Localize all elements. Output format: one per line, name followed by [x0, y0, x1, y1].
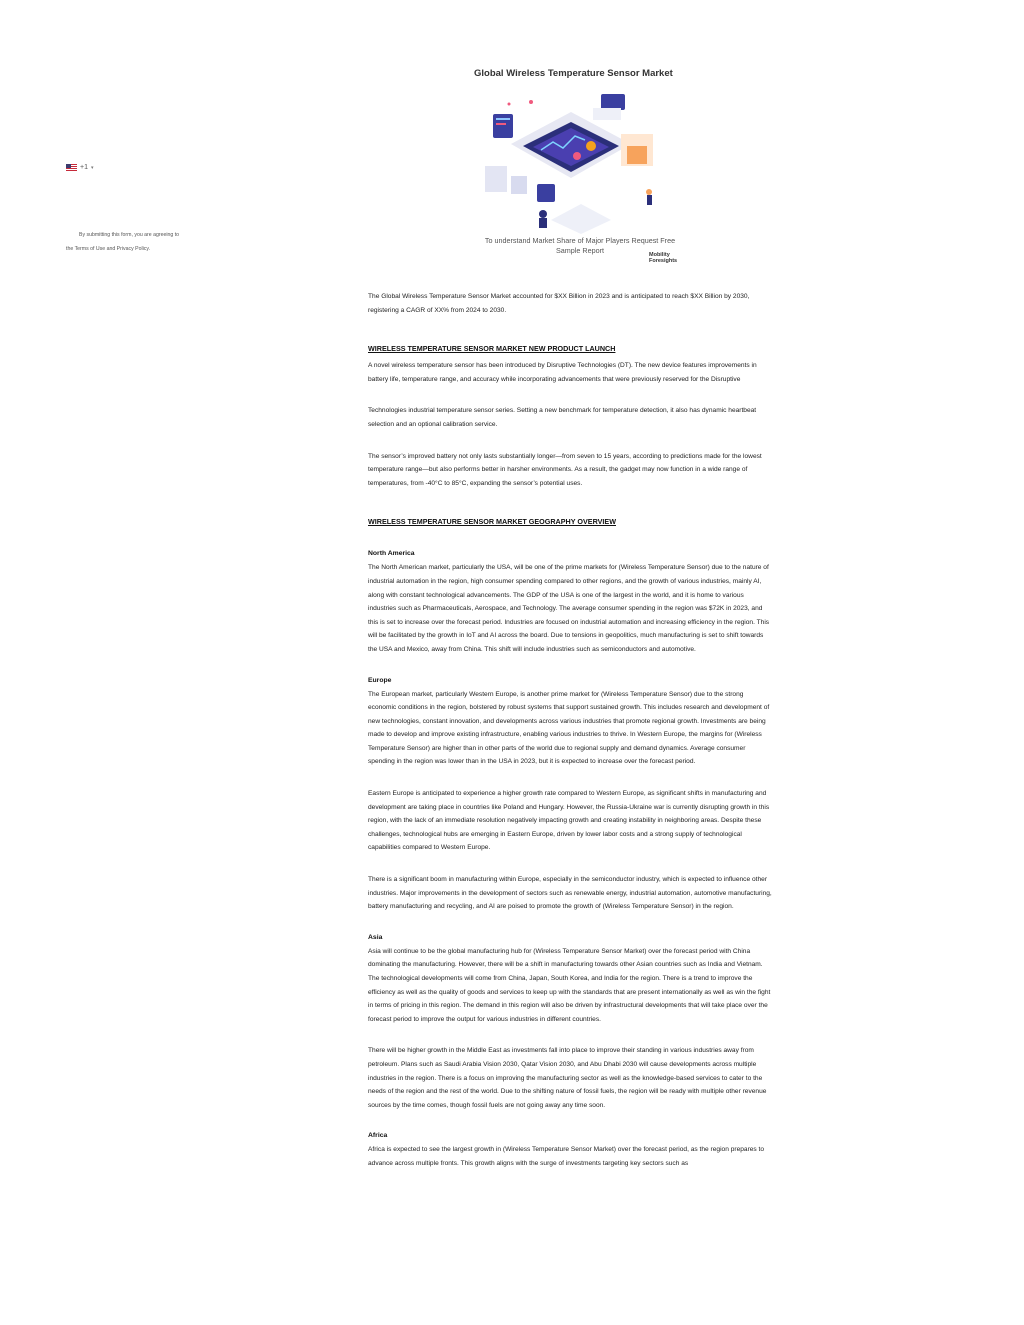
product-launch-heading: WIRELESS TEMPERATURE SENSOR MARKET NEW PRODUCT LAUNCH	[368, 344, 616, 354]
consent-line-1: By submitting this form, you are agreeing to	[79, 232, 180, 238]
market-figure	[474, 66, 678, 271]
north-america-paragraph: The North American market, particularly the USA, will be one of the prime markets for (Wireless Temperature Sensor) due to the nature of industrial automation in the region, high consumer spending compared to other regions, and the growth of various industries, mainly AI, along with constant technological advancements. The GDP of the USA is one of the largest in the world, and it is home to various industries such as Pharmaceuticals, Aerospace, and Technology. The average consumer spending in the region was $72K in 2023, and this is set to increase over the forecast period. Industries are focused on industrial automation and increasing efficiency in the region. This will be facilitated by the growth in IoT and AI across the board. Due to tensions in geopolitics, much manufacturing is set to shift towards the USA and Mexico, away from China. This shift will include industries such as semiconductors and automotive.	[368, 564, 770, 653]
consent-prefix: the	[66, 246, 75, 252]
launch-paragraph-3: The sensor’s improved battery not only lasts substantially longer—from seven to 15 years, according to predictions made for the lowest temperature range—but also performs better in harsher environments. As a result, the gadget may now function in a wide range of temperatures, from -40°C to 85°C, expanding the sensor’s potential uses.	[368, 452, 762, 487]
dashboard-illustration-icon	[481, 94, 663, 234]
asia-paragraph-1: Asia will continue to be the global manufacturing hub for (Wireless Temperature Sensor Market) over the forecast period with China dominating the manufacturing. However, there will be a shift in manufacturing towards other Asian countries such as India and Vietnam. The technological developments will come from China, Japan, South Korea, and India for the region. There is a trend to improve the efficiency as well as the quality of goods and services to keep up with the standards that are present internationally as well as win the fight in terms of pricing in this region. The demand in this region will also be driven by infrastructural developments that will take place over the forecast period to improve the output for various industries in different countries.	[368, 947, 771, 1023]
privacy-policy-link[interactable]: Privacy Policy.	[116, 246, 151, 252]
terms-of-use-link[interactable]: Terms of Use	[74, 246, 106, 252]
north-america-heading: North America	[368, 550, 415, 558]
europe-paragraph-2: Eastern Europe is anticipated to experience a higher growth rate compared to Western Europe, as significant shifts in manufacturing and development are taking place in countries like Poland and Hungary. However, the Russia-Ukraine war is currently disrupting growth in this region, with the lack of an immediate resolution negatively impacting growth and creating instability in neighboring areas. Despite these challenges, technological hubs are emerging in Eastern Europe, driven by lower labor costs and a strong supply of technological capabilities compared to Western Europe.	[368, 790, 770, 852]
chevron-down-icon: ▾	[90, 164, 94, 171]
launch-paragraph-1: A novel wireless temperature sensor has been introduced by Disruptive Technologies (DT). The new device features improvements in battery life, temperature range, and accuracy while incorporating advancements that were previously reserved for the Disruptive	[368, 362, 757, 383]
logo-line-2: Foresights	[649, 258, 678, 264]
intro-paragraph: The Global Wireless Temperature Sensor Market accounted for $XX Billion in 2023 and is anticipated to reach $XX Billion by 2030, registering a CAGR of XX% from 2024 to 2030.	[368, 293, 750, 314]
us-flag-icon	[66, 164, 77, 171]
asia-heading: Asia	[368, 933, 383, 941]
article-body	[368, 290, 772, 1171]
geography-heading: WIRELESS TEMPERATURE SENSOR MARKET GEOGRAPHY OVERVIEW	[368, 517, 616, 527]
europe-heading: Europe	[368, 676, 392, 684]
figure-caption[interactable]: To understand Market Share of Major Players Request Free Sample Report	[484, 236, 676, 255]
europe-paragraph-3: There is a significant boom in manufacturing within Europe, especially in the semiconductor industry, which is expected to influence other industries. Major improvements in the development of sectors such as renewable energy, industrial automation, automotive manufacturing, battery manufacturing and recycling, and AI are poised to promote the growth of (Wireless Temperature Sensor) in the region.	[368, 876, 772, 911]
form-sidebar	[0, 0, 250, 1325]
europe-paragraph-1: The European market, particularly Western Europe, is another prime market for (Wireless Temperature Sensor) due to the strong economic conditions in the region, bolstered by robust systems that support sustained growth. This includes research and development of new technologies, constant innovation, and developments across various industries that promote regional growth. Investments are being made to develop and improve existing infrastructure, enabling various industries to thrive. In Western Europe, the margins for (Wireless Temperature Sensor) are higher than in other parts of the world due to regional supply and demand dynamics. Average consumer spending in the region was lower than in the USA in 2023, but it is expected to increase over the forecast period.	[368, 690, 770, 766]
figure-title: Global Wireless Temperature Sensor Market	[474, 68, 673, 79]
consent-text	[66, 228, 206, 256]
consent-and: and	[105, 246, 117, 252]
country-code-select[interactable]	[66, 161, 94, 174]
phone-code: +1	[80, 164, 88, 171]
africa-paragraph-1: Africa is expected to see the largest growth in (Wireless Temperature Sensor Market) over the forecast period, as the region prepares to advance across multiple fronts. This growth aligns with the surge of investments targeting key sectors such as	[368, 1146, 765, 1167]
asia-paragraph-2: There will be higher growth in the Middle East as investments fall into place to improve their standing in various industries away from petroleum. Plans such as Saudi Arabia Vision 2030, Qatar Vision 2030, and Abu Dhabi 2030 will cause developments across multiple industries in the region. There is a focus on improving the manufacturing sector as well as the knowledge-based services to cater to the needs of the region and the rest of the world. Due to the shifting nature of fossil fuels, the region will be ready with multiple other revenue sources by the time comes, though fossil fuels are not going away any time soon.	[368, 1047, 767, 1109]
logo-line-1: Mobility	[649, 252, 670, 258]
mobility-foresights-logo	[649, 252, 677, 264]
launch-paragraph-2: Technologies industrial temperature sensor series. Setting a new benchmark for temperature detection, it also has dynamic heartbeat selection and an optional calibration service.	[368, 407, 757, 428]
africa-heading: Africa	[368, 1132, 388, 1140]
